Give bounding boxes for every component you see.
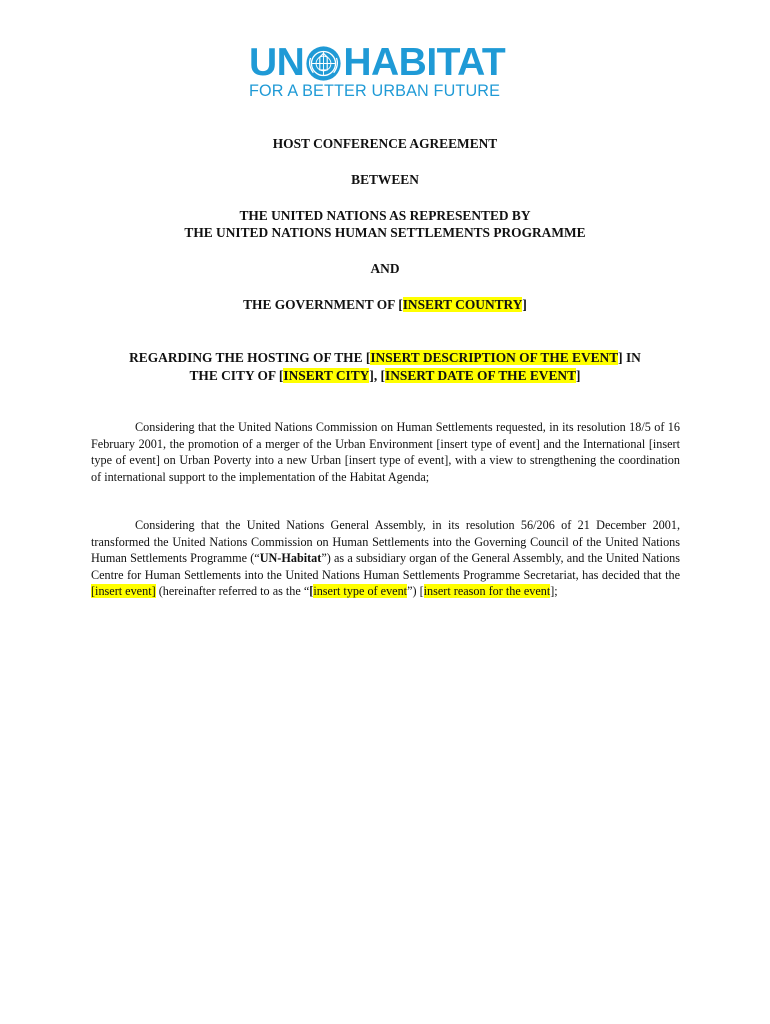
insert-date-field[interactable]: INSERT DATE OF THE EVENT [384, 368, 577, 383]
paragraph-2-text-a: Considering that the United Nations General Assembly, in its resolution 56/206 of 21 December 2001, transformed the United Nations Commission on Human Settlements into the Governing Council of the United Nations Human Settlements Programme (“ [91, 518, 680, 565]
government-prefix: THE GOVERNMENT OF [ [243, 297, 403, 312]
un-emblem-icon [305, 45, 342, 82]
paragraph-2-text-e: ]; [550, 584, 558, 598]
paragraph-1 [91, 419, 680, 485]
insert-type-of-event-field[interactable]: insert type of event [313, 584, 408, 598]
regarding-text: REGARDING THE HOSTING OF THE [ [129, 350, 371, 365]
paragraph-2-text-c: (hereinafter referred to as the “ [155, 584, 310, 598]
party-un-line1: THE UNITED NATIONS AS REPRESENTED BY [239, 208, 531, 223]
regarding-line2 [0, 367, 770, 384]
between-label: BETWEEN [351, 172, 419, 187]
insert-reason-field[interactable]: insert reason for the event [423, 584, 551, 598]
party-un-line2: THE UNITED NATIONS HUMAN SETTLEMENTS PROGRAMME [184, 225, 586, 240]
un-habitat-logo [249, 41, 523, 100]
logo-brand-left: UN [249, 41, 305, 84]
city-prefix: THE CITY OF [ [189, 368, 284, 383]
paragraph-1-text: Considering that the United Nations Commission on Human Settlements requested, in its resolution 18/5 of 16 February 2001, the promotion of a merger of the Urban Environment [insert type of event] and the International [insert type of event] on Urban Poverty into a new Urban [insert type of event], with a view to strengthening the coordination of international support to the implementation of the Habitat Agenda; [91, 420, 680, 484]
bracket-open: [ [309, 584, 314, 598]
party-government [0, 296, 770, 313]
insert-city-field[interactable]: INSERT CITY [283, 368, 370, 383]
city-separator: ], [ [369, 368, 385, 383]
paragraph-2-text-b: ”) as a subsidiary organ of the General Assembly, and the United Nations Centre for Human Settlements into the United Nations Human Settlements Programme Secretariat, has decided that the [91, 551, 680, 582]
regarding-in: ] IN [618, 350, 641, 365]
insert-country-field[interactable]: INSERT COUNTRY [402, 297, 523, 312]
regarding-line1 [0, 349, 770, 366]
insert-event-field[interactable]: [insert event] [91, 584, 156, 598]
paragraph-2-text-d: ”) [ [407, 584, 424, 598]
agreement-title: HOST CONFERENCE AGREEMENT [272, 136, 498, 151]
un-habitat-name: UN-Habitat [259, 551, 322, 565]
date-suffix: ] [576, 368, 581, 383]
government-suffix: ] [522, 297, 527, 312]
paragraph-2 [91, 517, 680, 600]
logo-brand-right: HABITAT [343, 41, 506, 84]
and-label: AND [370, 261, 400, 276]
logo-tagline: FOR A BETTER URBAN FUTURE [249, 82, 501, 100]
insert-event-description-field[interactable]: INSERT DESCRIPTION OF THE EVENT [370, 350, 619, 365]
